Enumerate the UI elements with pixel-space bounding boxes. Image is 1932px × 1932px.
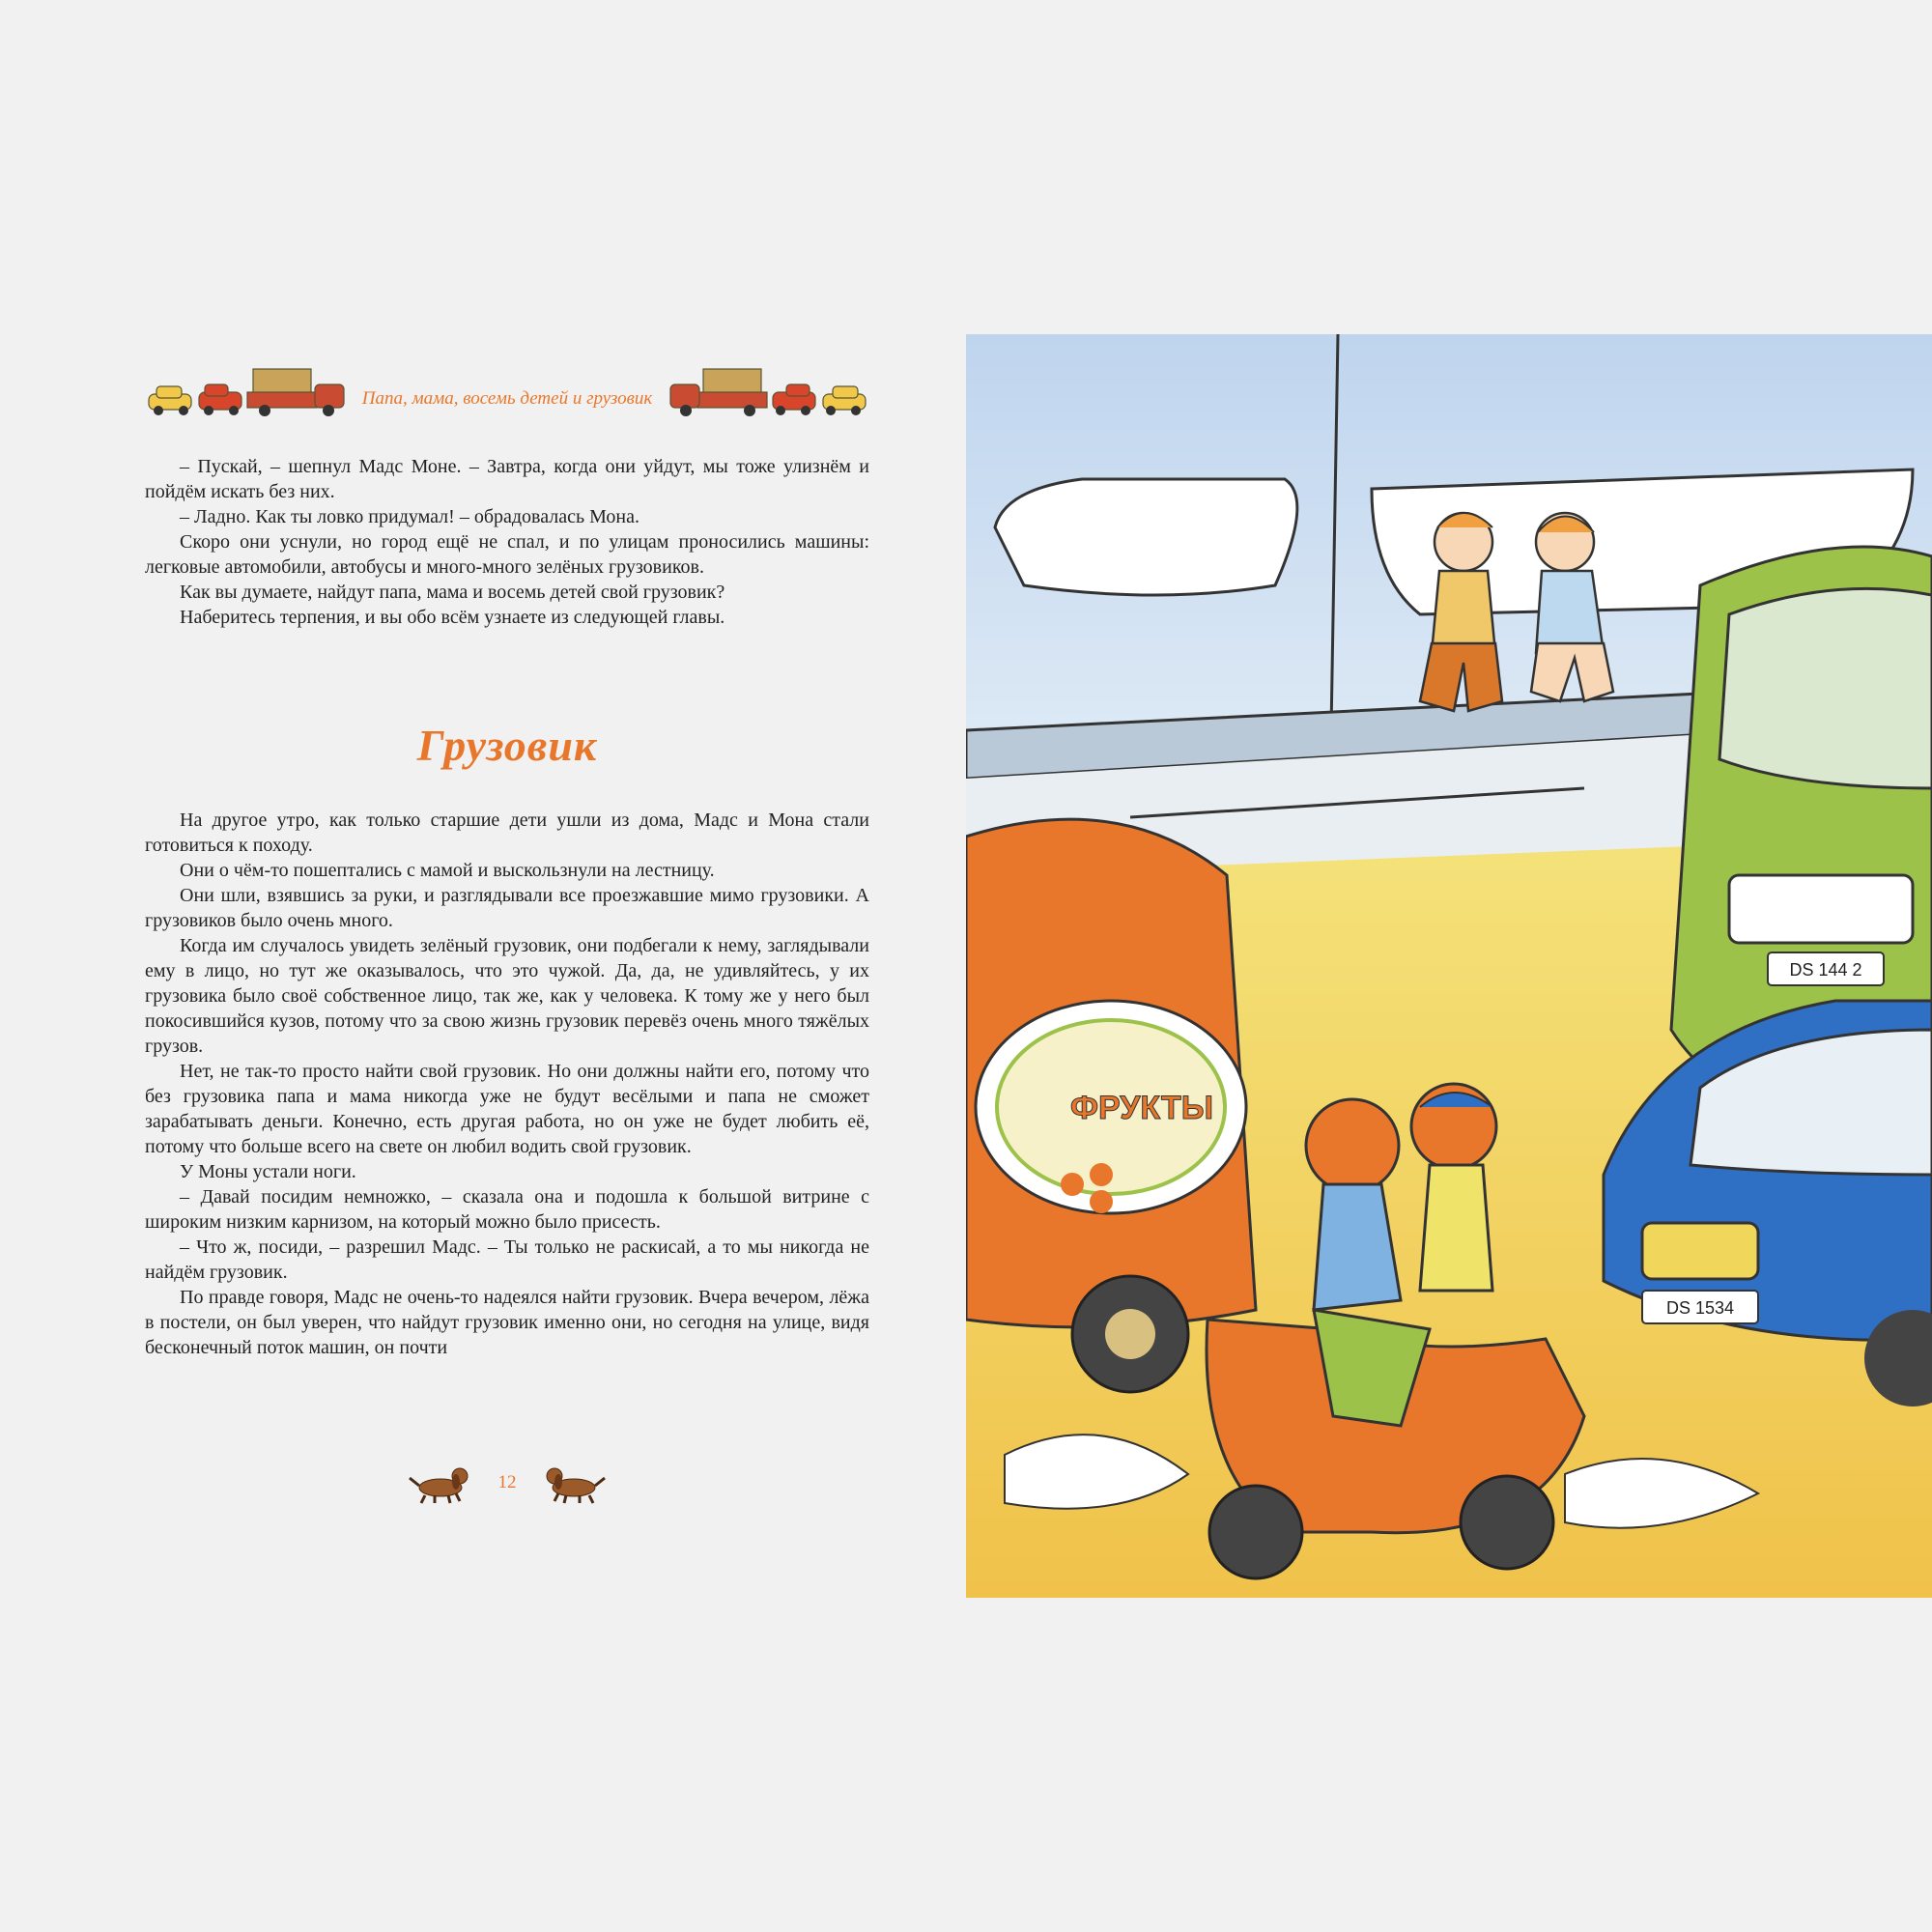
- paragraph: – Пускай, – шепнул Мадс Моне. – Завтра, когда они уйдут, мы тоже улизнём и пойдём искать без них.: [145, 456, 869, 502]
- blue-car-plate: DS 1534: [1665, 1298, 1735, 1318]
- paragraph: Как вы думаете, найдут папа, мама и восемь детей свой грузовик?: [180, 582, 725, 603]
- text-block-top: [145, 454, 869, 630]
- fruit-van: [966, 819, 1256, 1392]
- paragraph: Они шли, взявшись за руки, и разглядывали все проезжавшие мимо грузовики. А грузовиков было очень много.: [145, 885, 869, 931]
- paragraph: – Ладно. Как ты ловко придумал! – обрадовалась Мона.: [180, 506, 640, 527]
- dog-icon: [539, 1459, 609, 1507]
- page-number: 12: [497, 1472, 517, 1492]
- street-illustration: [966, 334, 1932, 1598]
- paragraph: Скоро они уснули, но город ещё не спал, и по улицам проносились машины: легковые автомобили, автобусы и много-много зелёных грузовиков.: [145, 531, 869, 578]
- dog-icon: [406, 1459, 475, 1507]
- street-scene-image: [966, 334, 1932, 1598]
- text-block-main: [145, 808, 869, 1360]
- header-cars-right-icon: [665, 359, 869, 419]
- header-cars-left-icon: [145, 359, 350, 419]
- paragraph: – Что ж, посиди, – разрешил Мадс. – Ты только не раскисай, а то мы никогда не найдём грузовик.: [145, 1236, 869, 1283]
- paragraph: У Моны устали ноги.: [180, 1161, 356, 1182]
- paragraph: Они о чём-то пошептались с мамой и выскользнули на лестницу.: [180, 860, 715, 881]
- paragraph: На другое утро, как только старшие дети ушли из дома, Мадс и Мона стали готовиться к походу.: [145, 810, 869, 856]
- paragraph: Нет, не так-то просто найти свой грузовик. Но они должны найти его, потому что без грузовика папа и мама никогда уже не будут весёлыми и папа не сможет зарабатывать деньги. Конечно, есть другая работа, но он уже не будет любить её, потому что больше всего на свете он любил водить свой грузовик.: [145, 1061, 869, 1157]
- page-footer: [406, 1459, 609, 1507]
- chapter-title: Грузовик: [416, 721, 598, 770]
- paragraph: Когда им случалось увидеть зелёный грузовик, они подбегали к нему, заглядывали ему в лицо, но тут же оказывалось, что это чужой. Да, да, не удивляйтесь, у их грузовика было своё собственное лицо, так же, как у человека. К тому же у него был покосившийся кузов, потому что за свою жизнь грузовик перевёз очень много тяжёлых грузов.: [145, 935, 869, 1057]
- running-title: Папа, мама, восемь детей и грузовик: [361, 388, 653, 409]
- paragraph: По правде говоря, Мадс не очень-то надеялся найти грузовик. Вчера вечером, лёжа в постели, он был уверен, что найдут грузовик именно они, но сегодня на улице, видя бесконечный поток машин, он почти: [145, 1287, 869, 1358]
- green-car-plate: DS 144 2: [1789, 960, 1862, 980]
- paragraph: Наберитесь терпения, и вы обо всём узнаете из следующей главы.: [180, 607, 725, 628]
- running-header: [145, 359, 869, 419]
- van-sign: ФРУКТЫ: [1069, 1090, 1214, 1126]
- paragraph: – Давай посидим немножко, – сказала она и подошла к большой витрине с широким низким карнизом, на который можно было присесть.: [145, 1186, 869, 1233]
